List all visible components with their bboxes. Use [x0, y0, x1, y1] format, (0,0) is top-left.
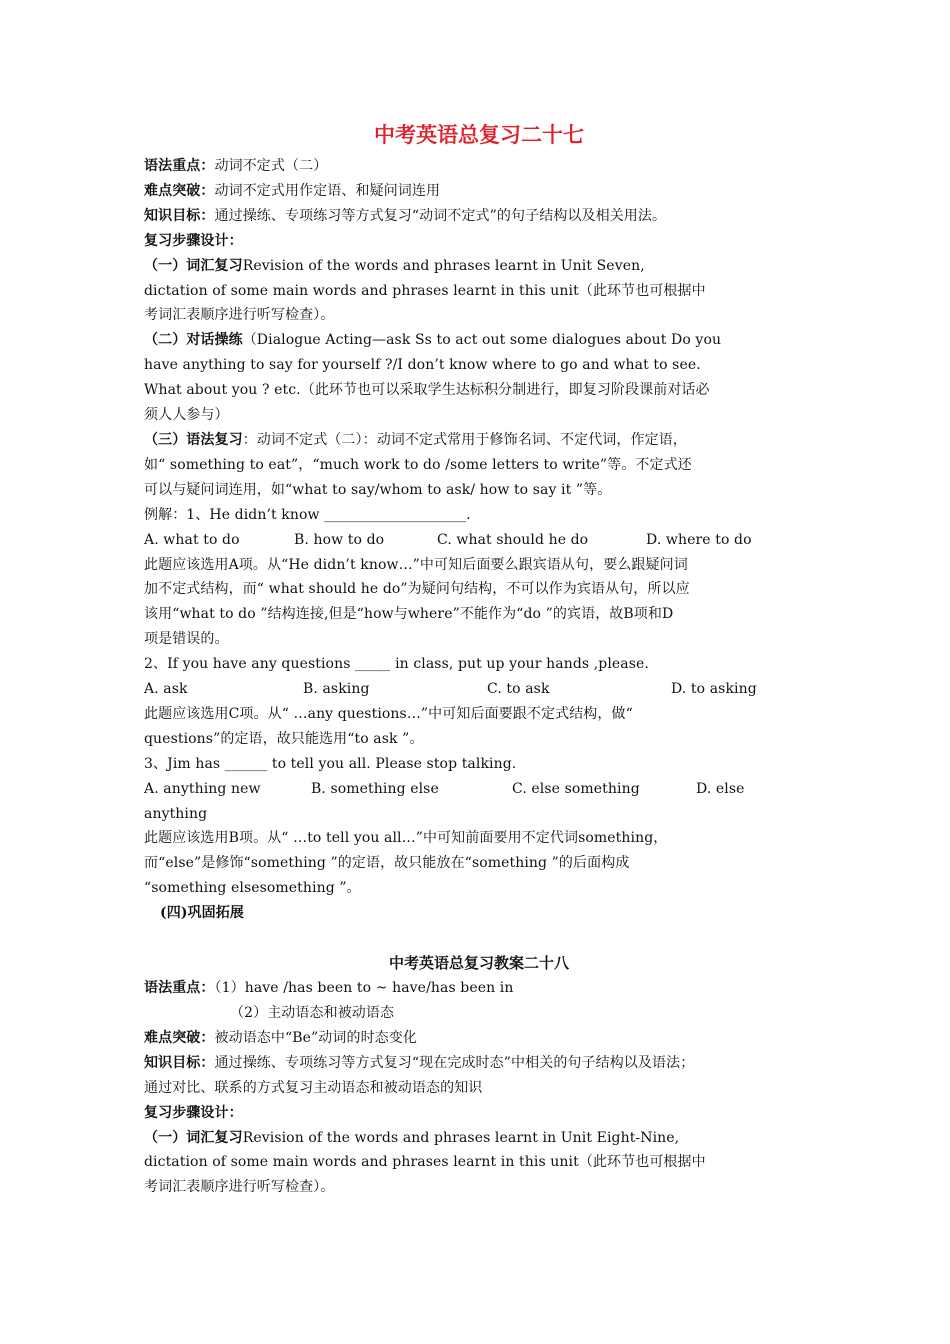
difficulty-2: [144, 1026, 814, 1051]
step3-line2: 如“ something to eat”，“much work to do /some letters to write”等。不定式还: [144, 456, 692, 473]
option: B. something else: [311, 780, 439, 797]
example2-explanation: questions”的定语，故只能选用“to ask ”。: [144, 730, 424, 747]
step4-label: (四)巩固拓展: [160, 905, 244, 922]
grammar-focus-text: （1）have /has been to ~ have/has been in: [214, 980, 514, 997]
knowledge-goal-text: 通过操练、专项练习等方式复习“现在完成时态”中相关的句子结构以及语法；: [214, 1054, 695, 1071]
option: A. what to do: [144, 531, 240, 548]
knowledge-goal-text: 通过操练、专项练习等方式复习“动词不定式”的句子结构以及相关用法。: [214, 207, 667, 224]
option: A. anything new: [144, 780, 261, 797]
document-title: 中考英语总复习二十七: [374, 122, 584, 147]
step1-line2: dictation of some main words and phrases learnt in this unit（此环节也可根据中: [144, 282, 706, 299]
step2-line4: 须人人参与）: [144, 407, 229, 424]
document-page: [144, 118, 814, 1200]
step1-2-line2: dictation of some main words and phrases learnt in this unit（此环节也可根据中: [144, 1154, 706, 1171]
grammar-focus-text: 动词不定式（二）: [214, 158, 328, 174]
step1-label: （一）词汇复习: [144, 257, 243, 274]
example3-explanation: “something elsesomething ”。: [144, 880, 361, 897]
difficulty-text: 动词不定式用作定语、和疑问词连用: [214, 182, 441, 199]
step3-line3: 可以与疑问词连用，如“what to say/whom to ask/ how to say it ”等。: [144, 481, 612, 498]
second-lesson-title: 中考英语总复习教案二十八: [388, 954, 569, 973]
step1-text: Revision of the words and phrases learnt in Unit Eight-Nine,: [242, 1129, 680, 1146]
knowledge-goal-label: 知识目标：: [144, 207, 215, 224]
step1-label: （一）词汇复习: [144, 1129, 243, 1146]
step1-2-line1: [144, 1126, 814, 1151]
grammar-focus-2: [144, 976, 814, 1001]
steps-heading: 复习步骤设计：: [144, 232, 243, 249]
step3-text: ：动词不定式（二）：动词不定式常用于修饰名词、不定代词，作定语，: [242, 431, 687, 448]
step1-line1: [144, 254, 814, 279]
example3-options: [144, 777, 814, 802]
grammar-focus-2-cont: （2）主动语态和被动语态: [230, 1005, 395, 1021]
option: C. what should he do: [437, 531, 589, 548]
example2-question: 2、If you have any questions _____ in class, put up your hands ,please.: [144, 656, 649, 673]
option: B. how to do: [294, 531, 385, 548]
difficulty-label: 难点突破：: [144, 1029, 215, 1046]
example1-explanation: 该用“what to do ”结构连接,但是“how与where”不能作为“do ”的宾语，故B项和D: [144, 606, 674, 623]
example1-options: [144, 528, 814, 553]
steps-heading-2: 复习步骤设计：: [144, 1104, 243, 1121]
step2-line2: have anything to say for yourself ?/I don’t know where to go and what to see.: [144, 357, 701, 374]
step3-line1: [144, 428, 814, 453]
option: D. where to do: [646, 531, 752, 548]
step1-text: Revision of the words and phrases learnt in Unit Seven,: [242, 257, 645, 274]
difficulty-text: 被动语态中“Be”动词的时态变化: [214, 1029, 417, 1046]
example1-explanation: 加不定式结构，而“ what should he do”为疑问句结构，不可以作为宾语从句，所以应: [144, 581, 690, 598]
example1-explanation: 此题应该选用A项。从“He didn’t know…”中可知后面要么跟宾语从句，要么跟疑问词: [144, 556, 688, 573]
example3-explanation: 而“else”是修饰“something ”的定语，故只能放在“something ”的后面构成: [144, 855, 630, 872]
step1-2-line3: 考词汇表顺序进行听写检查）。: [144, 1179, 335, 1196]
example3-option-continued: anything: [144, 805, 208, 822]
example2-options: [144, 677, 814, 702]
option: B. asking: [303, 681, 370, 698]
difficulty-label: 难点突破：: [144, 182, 215, 199]
grammar-focus: [144, 154, 814, 179]
knowledge-goal-2-cont: 通过对比、联系的方式复习主动语态和被动语态的知识: [144, 1079, 483, 1096]
difficulty: [144, 179, 814, 204]
example1-question: 例解：1、He didn’t know ____________________.: [144, 506, 471, 523]
grammar-focus-label: 语法重点：: [144, 980, 215, 997]
example3-question: 3、Jim has ______ to tell you all. Please stop talking.: [144, 755, 517, 772]
example1-explanation: 项是错误的。: [144, 631, 229, 648]
knowledge-goal-label: 知识目标：: [144, 1054, 215, 1071]
option: A. ask: [144, 681, 188, 698]
example2-explanation: 此题应该选用C项。从“ …any questions…”中可知后面要跟不定式结构，做“: [144, 705, 633, 722]
example3-explanation: 此题应该选用B项。从“ …to tell you all…”中可知前面要用不定代词something，: [144, 830, 668, 847]
grammar-focus-label: 语法重点：: [144, 158, 215, 174]
step2-line1: [144, 328, 814, 353]
step1-line3: 考词汇表顺序进行听写检查）。: [144, 307, 335, 324]
step2-line3: What about you ? etc.（此环节也可以采取学生达标积分制进行，即复习阶段课前对话必: [144, 382, 710, 399]
option: D. else: [696, 780, 745, 797]
option: D. to asking: [671, 681, 757, 698]
step3-label: （三）语法复习: [144, 431, 243, 448]
knowledge-goal: [144, 204, 814, 229]
option: C. else something: [512, 780, 640, 797]
knowledge-goal-2: [144, 1051, 814, 1076]
step2-text: （Dialogue Acting—ask Ss to act out some dialogues about Do you: [242, 332, 722, 349]
option: C. to ask: [487, 681, 550, 698]
step2-label: （二）对话操练: [144, 332, 243, 349]
